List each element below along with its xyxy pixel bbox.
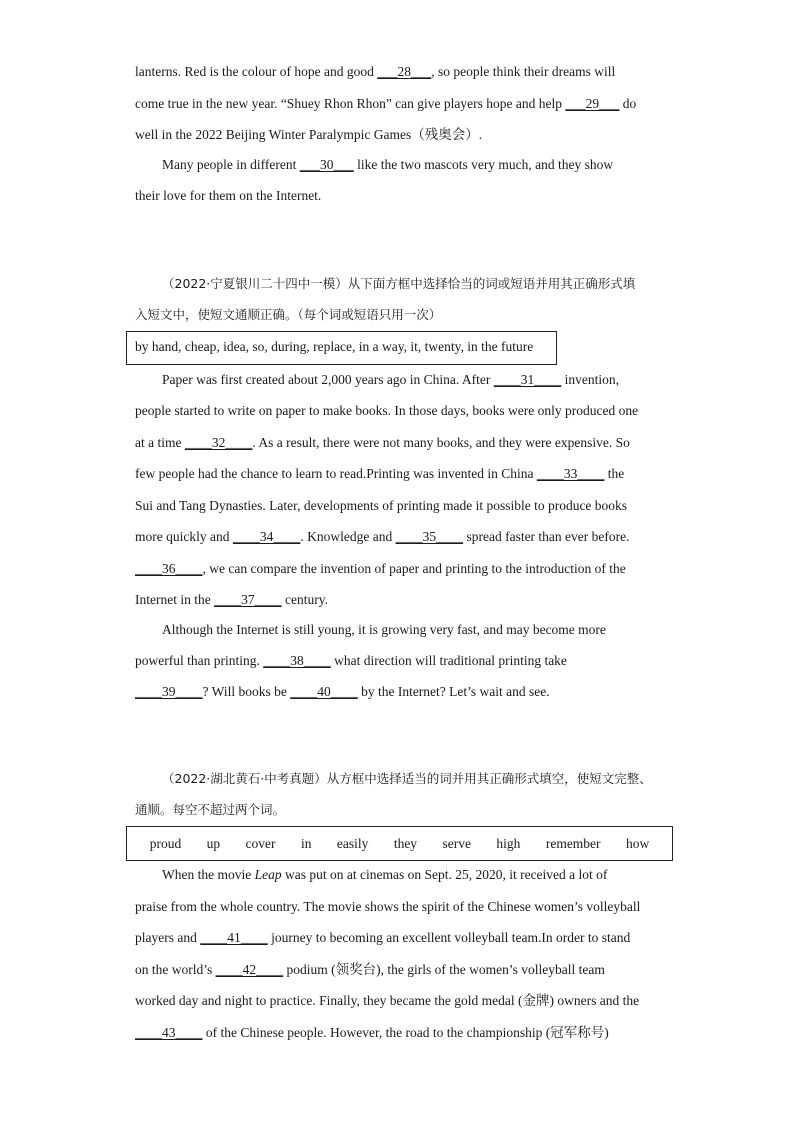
word-box [126,826,673,861]
text-line: well in the 2022 Beijing Winter Paralympic Games（残奥会）. [135,127,483,142]
text-line: ____39____? Will books be ____40____ by the Internet? Let’s wait and see. [135,684,550,699]
word-box [126,331,557,365]
blank-40[interactable]: ____40____ [290,684,358,699]
text-line: ____43____ of the Chinese people. However, the road to the championship (冠军称号) [135,1025,609,1040]
section-header: （2022·宁夏银川二十四中一模）从下面方框中选择恰当的词或短语并用其正确形式填 [162,276,636,291]
text-line: powerful than printing. ____38____ what direction will traditional printing take [135,653,567,668]
blank-29[interactable]: ___29___ [565,96,620,111]
word-item: easily [336,835,369,851]
word-item: they [393,835,418,851]
blank-32[interactable]: ____32____ [184,435,253,450]
text-line: lanterns. Red is the colour of hope and good ___28___, so people think their dreams will [135,64,616,79]
blank-28[interactable]: ___28___ [377,64,432,79]
word-item: serve [442,835,471,851]
text-line: When the movie Leap was put on at cinemas on Sept. 25, 2020, it received a lot of [162,867,608,882]
blank-36[interactable]: ____36____ [135,561,203,576]
section-header: 入短文中，使短文通顺正确。（每个词或短语只用一次） [135,307,442,322]
movie-title: Leap [254,867,282,882]
word-item: high [496,835,521,851]
text-line: more quickly and ____34____. Knowledge and ____35____ spread faster than ever before. [135,529,630,544]
word-item: proud [149,835,182,851]
blank-39[interactable]: ____39____ [135,684,203,699]
word-item: how [625,835,650,851]
section-header: 通顺。每空不超过两个词。 [135,802,286,817]
text-line: Many people in different ___30___ like the two mascots very much, and they show [162,157,614,172]
blank-38[interactable]: ____38____ [263,653,331,668]
text-line: Paper was first created about 2,000 years ago in China. After ____31____ invention, [162,372,620,387]
text-line: players and ____41____ journey to becoming an excellent volleyball team.In order to stand [135,930,631,945]
text-line: on the world’s ____42____ podium (领奖台), the girls of the women’s volleyball team [135,962,605,977]
blank-33[interactable]: ____33____ [536,466,605,481]
word-item: remember [545,835,601,851]
text-line: ____36____, we can compare the invention of paper and printing to the introduction of the [135,561,626,576]
text-line: their love for them on the Internet. [135,188,322,203]
blank-34[interactable]: ____34____ [232,529,301,544]
text-line: come true in the new year. “Shuey Rhon Rhon” can give players hope and help ___29___ do [135,96,637,111]
word-item: in [300,835,312,851]
word-box-text: by hand, cheap, idea, so, during, replace, in a way, it, twenty, in the future [135,339,534,354]
blank-42[interactable]: ____42____ [215,962,284,977]
word-item: up [206,835,221,851]
text-line: at a time ____32____. As a result, there were not many books, and they were expensive. So [135,435,630,450]
blank-35[interactable]: ____35____ [395,529,464,544]
blank-37[interactable]: ____37____ [214,592,282,607]
section-header: （2022·湖北黄石·中考真题）从方框中选择适当的词并用其正确形式填空，使短文完整、 [162,771,652,786]
text-line: Sui and Tang Dynasties. Later, developments of printing made it possible to produce books [135,498,628,513]
blank-30[interactable]: ___30___ [299,157,354,172]
text-line: Although the Internet is still young, it is growing very fast, and may become more [162,622,606,637]
blank-31[interactable]: ____31____ [493,372,562,387]
blank-43[interactable]: ____43____ [135,1025,203,1040]
text-line: people started to write on paper to make books. In those days, books were only produced one [135,403,639,418]
text-line: worked day and night to practice. Finally, they became the gold medal (金牌) owners and the [135,993,640,1008]
word-item: cover [245,835,276,851]
blank-41[interactable]: ____41____ [200,930,268,945]
text-line: few people had the chance to learn to read.Printing was invented in China ____33____ the [135,466,625,481]
text-line: praise from the whole country. The movie shows the spirit of the Chinese women’s volleyball [135,899,641,914]
text-line: Internet in the ____37____ century. [135,592,328,607]
